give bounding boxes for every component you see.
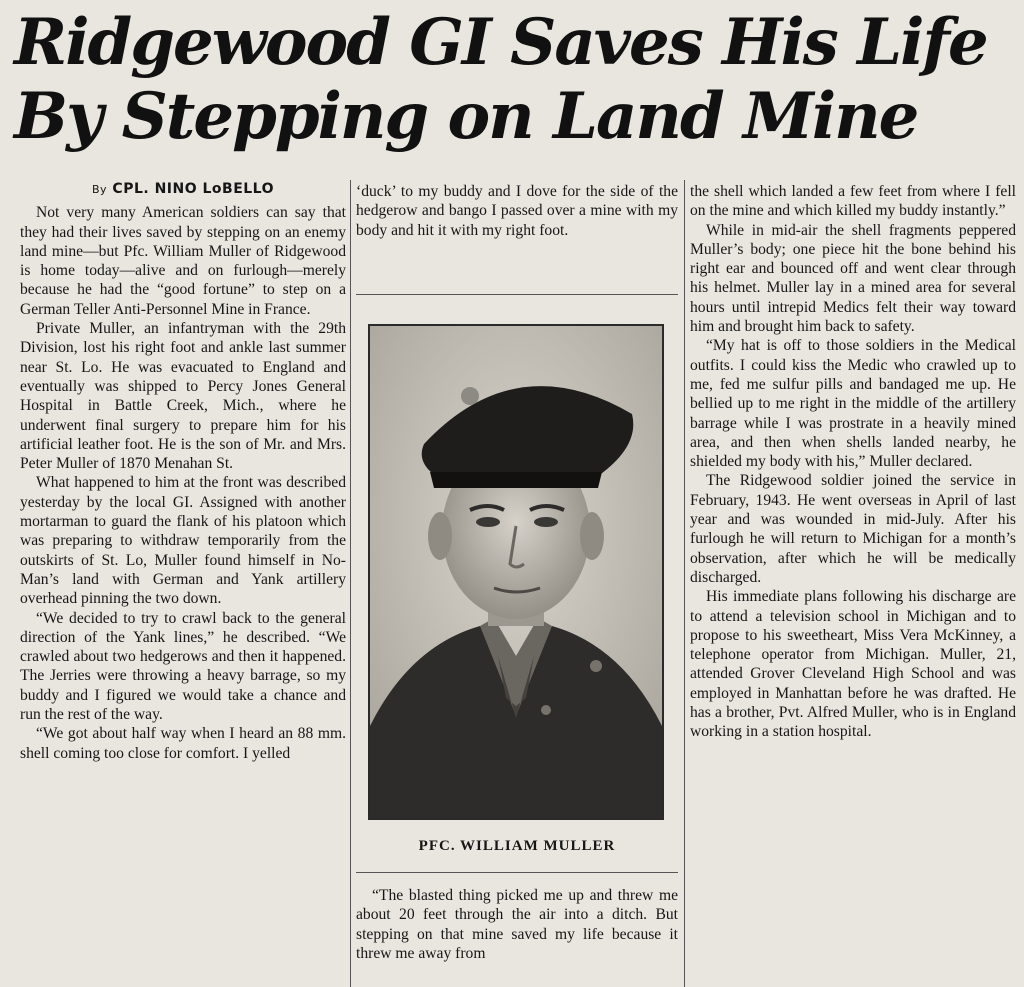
byline-prefix: By	[91, 183, 108, 196]
paragraph: “My hat is off to those soldiers in the Medical outfits. I could kiss the Medic who crawled up to me, fed me sulfur pills and bandaged me up. He bellied up to me right in the middle of the artillery barrage while I was prostrate in a heavily mined area, and then when shells landed nearby, he shielded my body with his,” Muller declared.	[690, 337, 1016, 471]
column-rule-left	[350, 180, 351, 987]
column-1	[20, 180, 346, 987]
paragraph: While in mid-air the shell fragments peppered Muller’s body; one piece hit the bone behind his right ear and bounced off and went clear through his helmet. Muller lay in a mined area for several hours until intrepid Medics felt their way toward him and brought him back to safety.	[690, 221, 1016, 336]
byline	[20, 180, 346, 199]
photo-rule-bottom	[356, 872, 678, 873]
paragraph: “The blasted thing picked me up and threw me about 20 feet through the air into a ditch. But stepping on that mine saved my life because it threw me away from	[356, 887, 678, 962]
column-3	[690, 182, 1016, 987]
photo-rule-top	[356, 294, 678, 295]
paragraph: His immediate plans following his discharge are to attend a television school in Michigan and to propose to his sweetheart, Miss Vera McKinney, a telephone operator from Michigan. Muller, 21, attended Grover Cleveland High School and was employed in Manhattan before he was drafted. He has a brother, Pvt. Alfred Muller, who is in England working in a station hospital.	[690, 588, 1016, 741]
paragraph: The Ridgewood soldier joined the service in February, 1943. He went overseas in April of last year and was wounded in mid-July. After his furlough he will return to Michigan for a month’s observation, after which he will be medically discharged.	[690, 472, 1016, 586]
paragraph: ‘duck’ to my buddy and I dove for the side of the hedgerow and bango I passed over a mine with my body and hit it with my right foot.	[356, 183, 678, 239]
paragraph: the shell which landed a few feet from where I fell on the mine and which killed my buddy instantly.”	[690, 183, 1016, 220]
headline-line-1: Ridgewood GI Saves His Life	[14, 5, 987, 80]
portrait-image	[370, 326, 662, 818]
paragraph: “We decided to try to crawl back to the general direction of the Yank lines,” he described. “We crawled about two hedgerows and then it happened. The Jerries were throwing a heavy barrage, so my buddy and I figured we would take a chance and run the rest of the way.	[20, 609, 346, 724]
paragraph: Private Muller, an infantryman with the 29th Division, lost his right foot and ankle last summer near St. Lo. He was evacuated to England and eventually was shipped to Percy Jones General Hospital in Battle Creek, Mich., where he underwent final surgery to prepare him for his artificial leather foot. He is the son of Mr. and Mrs. Peter Muller of 1870 Menahan St.	[20, 320, 346, 473]
paragraph: What happened to him at the front was described yesterday by the local GI. Assigned with another mortarman to guard the flank of his platoon which was preparing to withdraw temporarily from the outskirts of St. Lo, Muller found himself in No-Man’s land with German and Yank artillery overhead pinning the two down.	[20, 474, 346, 608]
byline-name: CPL. NINO LoBELLO	[112, 181, 275, 197]
column-rule-right	[684, 180, 685, 987]
column-2-top	[356, 182, 678, 288]
paragraph: “We got about half way when I heard an 88 mm. shell coming too close for comfort. I yelled	[20, 725, 346, 762]
portrait-photo	[368, 324, 664, 820]
photo-caption: PFC. WILLIAM MULLER	[418, 838, 616, 854]
headline-line-2: By Stepping on Land Mine	[14, 79, 918, 154]
headline	[14, 6, 1014, 154]
column-2-bottom	[356, 886, 678, 987]
paragraph: Not very many American soldiers can say that they had their lives saved by stepping on an enemy land mine—but Pfc. William Muller of Ridgewood is home today—alive and on furlough—merely because he had the “good fortune” to step on a German Teller Anti-Personnel Mine in France.	[20, 204, 346, 318]
